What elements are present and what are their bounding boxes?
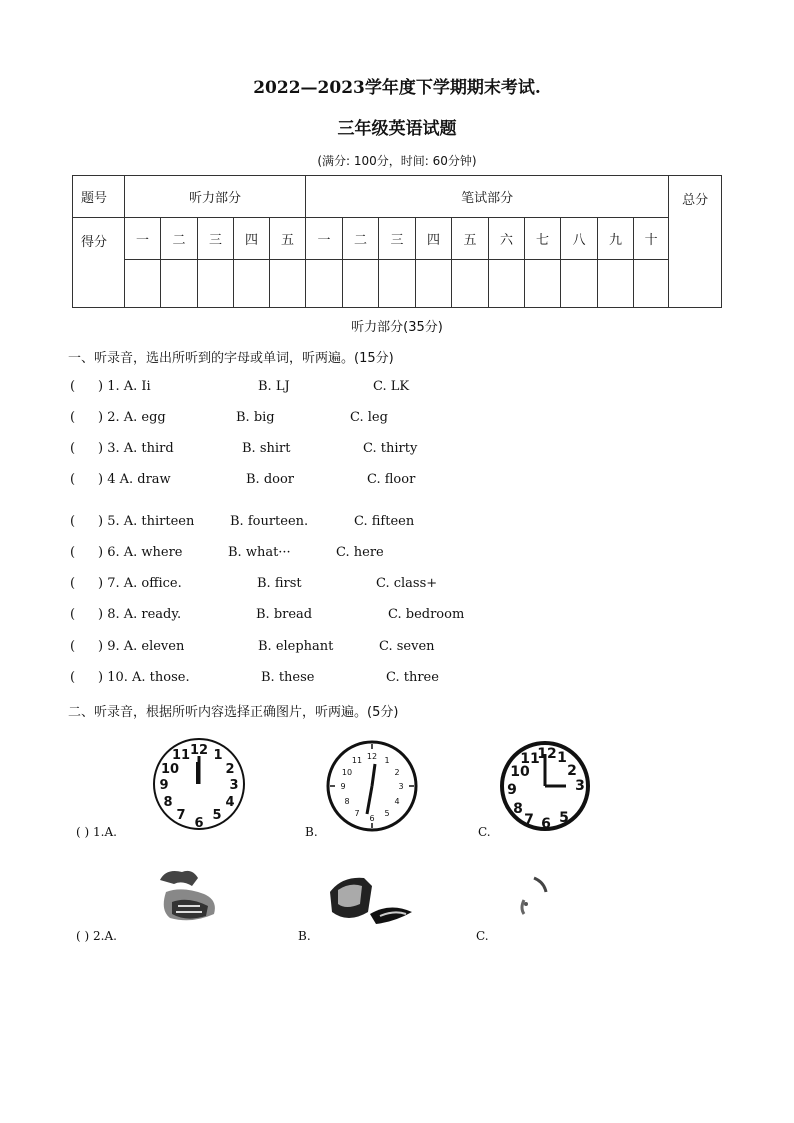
svg-text:7: 7 bbox=[176, 808, 186, 823]
written-col: 一 bbox=[306, 218, 343, 260]
svg-text:7: 7 bbox=[354, 809, 360, 818]
score-cell[interactable] bbox=[270, 260, 306, 308]
svg-text:8: 8 bbox=[163, 795, 173, 810]
svg-text:7: 7 bbox=[524, 812, 534, 828]
q2-heading: 二、听录音，根据所听内容选择正确图片，听两遍。(5分) bbox=[68, 705, 399, 720]
svg-text:12: 12 bbox=[537, 746, 557, 762]
score-cell[interactable] bbox=[634, 260, 669, 308]
svg-text:5: 5 bbox=[212, 808, 222, 823]
exam-subtitle: 三年级英语试题 bbox=[337, 119, 457, 139]
listening-col: 一 bbox=[125, 218, 161, 260]
written-col: 九 bbox=[598, 218, 634, 260]
answer-blank[interactable]: ( bbox=[70, 545, 76, 560]
answer-blank[interactable]: ( bbox=[70, 607, 76, 622]
q1-item: ( ) 5. A. thirteen B. fourteen. C. fifteen bbox=[70, 514, 415, 529]
score-cell[interactable] bbox=[343, 260, 379, 308]
svg-text:10: 10 bbox=[341, 768, 353, 777]
svg-text:12: 12 bbox=[366, 752, 378, 761]
q2-row2-label: ( ) 2.A. bbox=[76, 929, 117, 943]
svg-text:8: 8 bbox=[344, 797, 350, 806]
answer-blank[interactable]: ( bbox=[70, 514, 76, 529]
svg-text:11: 11 bbox=[171, 748, 191, 763]
q1-item: ( ) 6. A. where B. what··· C. here bbox=[70, 545, 384, 560]
svg-text:2: 2 bbox=[567, 763, 577, 779]
q2-row1-label: ( ) 1.A. bbox=[76, 825, 117, 839]
label-score: 得分 bbox=[73, 218, 125, 308]
written-col: 二 bbox=[343, 218, 379, 260]
svg-text:9: 9 bbox=[159, 778, 169, 793]
svg-text:6: 6 bbox=[369, 814, 375, 823]
written-col: 七 bbox=[525, 218, 561, 260]
score-cell[interactable] bbox=[598, 260, 634, 308]
svg-text:8: 8 bbox=[513, 801, 523, 817]
written-header: 笔试部分 bbox=[306, 176, 669, 218]
svg-text:2: 2 bbox=[225, 762, 235, 777]
q1-item: ( ) 4 A. draw B. door C. floor bbox=[70, 472, 416, 487]
svg-text:6: 6 bbox=[541, 816, 551, 832]
score-cell[interactable] bbox=[161, 260, 198, 308]
picture-b-image[interactable] bbox=[324, 872, 416, 930]
q2-row2-option-b[interactable]: B. bbox=[298, 929, 311, 943]
q1-heading: 一、听录音，选出所听到的字母或单词，听两遍。(15分) bbox=[68, 351, 394, 366]
listening-col: 四 bbox=[234, 218, 270, 260]
svg-text:11: 11 bbox=[520, 751, 540, 767]
score-cell[interactable] bbox=[306, 260, 343, 308]
score-cell[interactable] bbox=[234, 260, 270, 308]
q1-item: ( ) 10. A. those. B. these C. three bbox=[70, 670, 439, 685]
picture-a-image[interactable] bbox=[152, 866, 224, 928]
q1-item: ( ) 8. A. ready. B. bread C. bedroom bbox=[70, 607, 465, 622]
score-cell[interactable] bbox=[452, 260, 489, 308]
svg-text:9: 9 bbox=[507, 782, 517, 798]
score-cell[interactable] bbox=[416, 260, 452, 308]
answer-blank[interactable]: ( bbox=[70, 472, 76, 487]
svg-text:4: 4 bbox=[225, 795, 235, 810]
score-cell[interactable] bbox=[379, 260, 416, 308]
svg-text:5: 5 bbox=[384, 809, 390, 818]
total-header: 总分 bbox=[669, 176, 722, 308]
q2-row1-option-b[interactable]: B. bbox=[305, 825, 318, 839]
written-col: 六 bbox=[489, 218, 525, 260]
answer-blank[interactable]: ( bbox=[70, 379, 76, 394]
svg-text:11: 11 bbox=[351, 756, 363, 765]
clock-a-image[interactable] bbox=[152, 736, 246, 832]
written-col: 三 bbox=[379, 218, 416, 260]
score-cell[interactable] bbox=[489, 260, 525, 308]
q1-item: ( ) 3. A. third B. shirt C. thirty bbox=[70, 441, 418, 456]
svg-text:5: 5 bbox=[559, 810, 569, 826]
score-cell[interactable] bbox=[525, 260, 561, 308]
clock-b-image[interactable] bbox=[326, 738, 418, 834]
clock-c-image[interactable] bbox=[500, 738, 590, 834]
q1-item: ( ) 9. A. eleven B. elephant C. seven bbox=[70, 639, 435, 654]
svg-text:3: 3 bbox=[575, 778, 585, 794]
answer-blank[interactable]: ( bbox=[70, 441, 76, 456]
exam-note: (满分: 100分，时间: 60分钟) bbox=[317, 154, 477, 168]
svg-text:10: 10 bbox=[510, 764, 530, 780]
written-col: 五 bbox=[452, 218, 489, 260]
section-title: 听力部分(35分) bbox=[351, 320, 443, 335]
answer-blank[interactable]: ( bbox=[70, 410, 76, 425]
svg-text:2: 2 bbox=[394, 768, 400, 777]
svg-text:3: 3 bbox=[229, 778, 239, 793]
q1-item: ( ) 1. A. Ii B. LJ C. LK bbox=[70, 379, 410, 394]
q1-item: ( ) 7. A. office. B. first C. class+ bbox=[70, 576, 438, 591]
svg-text:3: 3 bbox=[398, 782, 404, 791]
q2-row2-option-c[interactable]: C. bbox=[476, 929, 489, 943]
svg-text:9: 9 bbox=[340, 782, 346, 791]
listening-col: 五 bbox=[270, 218, 306, 260]
listening-col: 三 bbox=[198, 218, 234, 260]
svg-text:12: 12 bbox=[189, 743, 209, 758]
svg-text:1: 1 bbox=[384, 756, 390, 765]
q1-item: ( ) 2. A. egg B. big C. leg bbox=[70, 410, 388, 425]
picture-c-image[interactable] bbox=[516, 874, 550, 918]
svg-text:6: 6 bbox=[194, 816, 204, 831]
score-cell[interactable] bbox=[198, 260, 234, 308]
answer-blank[interactable]: ( bbox=[70, 639, 76, 654]
answer-blank[interactable]: ( bbox=[70, 670, 76, 685]
score-cell[interactable] bbox=[125, 260, 161, 308]
label-number: 题号 bbox=[73, 176, 125, 218]
written-col: 八 bbox=[561, 218, 598, 260]
listening-header: 听力部分 bbox=[125, 176, 306, 218]
svg-text:4: 4 bbox=[394, 797, 400, 806]
written-col: 十 bbox=[634, 218, 669, 260]
svg-text:10: 10 bbox=[160, 762, 180, 777]
answer-blank[interactable]: ( bbox=[70, 576, 76, 591]
svg-text:1: 1 bbox=[213, 748, 223, 763]
score-table bbox=[72, 175, 722, 308]
q2-row1-option-c[interactable]: C. bbox=[478, 825, 491, 839]
exam-title: 2022—2023学年度下学期期末考试. bbox=[253, 78, 541, 98]
svg-text:1: 1 bbox=[557, 750, 567, 766]
written-col: 四 bbox=[416, 218, 452, 260]
listening-col: 二 bbox=[161, 218, 198, 260]
score-cell[interactable] bbox=[561, 260, 598, 308]
